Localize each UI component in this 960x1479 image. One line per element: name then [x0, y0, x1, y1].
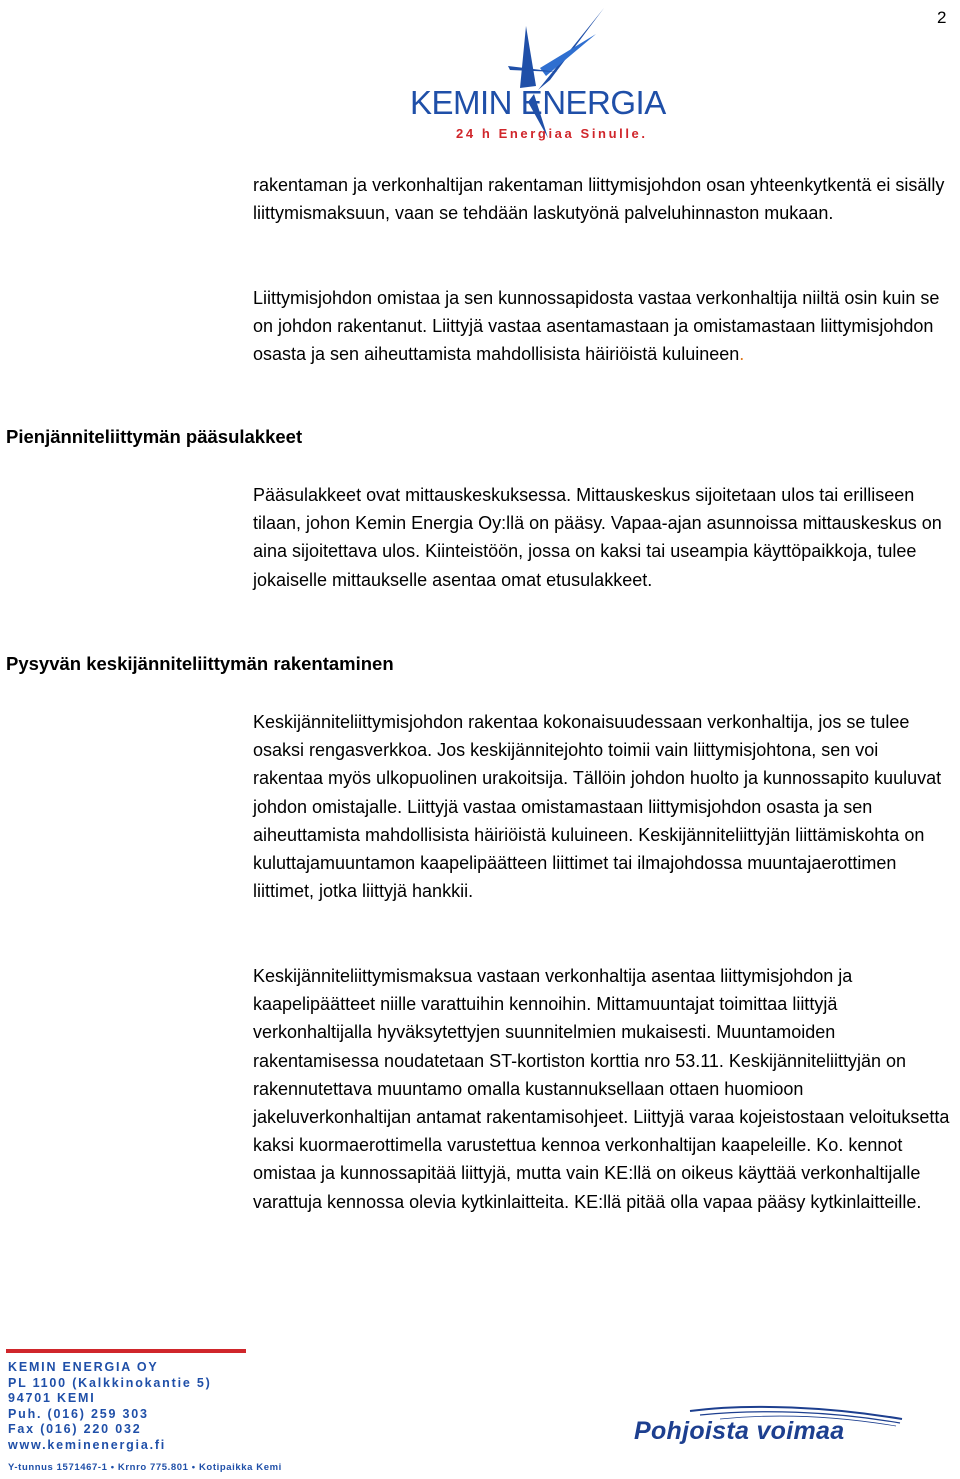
paragraph-2-end: .	[739, 344, 745, 365]
kemin-energia-logo	[408, 6, 688, 146]
pohjoista-voimaa-logo	[630, 1405, 910, 1455]
heading-pysyvan-keskijanniteliittyman-rakentaminen: Pysyvän keskijänniteliittymän rakentaminen	[6, 653, 394, 674]
footer-address-line: 94701 KEMI	[8, 1391, 96, 1405]
paragraph-2-text: Liittymisjohdon omistaa ja sen kunnossapidosta vastaa verkonhaltija niiltä osin kuin se on johdon rakentanut. Liittyjä vastaa asentamastaan ja omistamastaan liittymisjohdon osasta ja sen aiheuttamista mahdollisista häiriöistä kuluineen	[253, 288, 940, 365]
page-number: 2	[937, 8, 947, 27]
paragraph-1: rakentaman ja verkonhaltijan rakentaman liittymisjohdon osan yhteenkytkentä ei sisälly liittymismaksuun, vaan se tehdään laskutyönä palveluhinnaston mukaan.	[253, 175, 945, 224]
paragraph-3: Pääsulakkeet ovat mittauskeskuksessa. Mittauskeskus sijoitetaan ulos tai erilliseen tilaan, johon Kemin Energia Oy:llä on pääsy. Vapaa-ajan asunnoissa mittauskeskus on aina sijoitettava ulos. Kiinteistöön, jossa on kaksi tai useampia käyttöpaikkoja, tulee jokaiselle mittaukselle asentaa omat etusulakkeet.	[253, 485, 942, 590]
footer-address-line: PL 1100 (Kalkkinokantie 5)	[8, 1375, 212, 1390]
logo-tagline: 24 h Energiaa Sinulle.	[456, 126, 648, 141]
footer-address	[8, 1360, 212, 1453]
footer-address-line: KEMIN ENERGIA OY	[8, 1360, 159, 1374]
pohjoista-voimaa-text: Pohjoista voimaa	[634, 1417, 845, 1445]
footer-divider	[6, 1349, 246, 1353]
logo-wordmark: KEMIN ENERGIA	[410, 84, 666, 121]
paragraph-2	[253, 284, 953, 369]
footer-address-line: Fax (016) 220 032	[8, 1422, 142, 1436]
paragraph-4: Keskijänniteliittymisjohdon rakentaa kokonaisuudessaan verkonhaltija, jos se tulee osaksi rengasverkkoa. Jos keskijännitejohto toimii vain liittymisjohtona, sen voi rakentaa myös ulkopuolinen urakoitsija. Tällöin johdon huolto ja kunnossapito kuuluvat johdon omistajalle. Liittyjä vastaa omistamastaan liittymisjohdon osasta ja sen aiheuttamista mahdollisista häiriöistä kuluineen. Keskijänniteliittyjän liittämiskohta on kuluttajamuuntamon kaapelipäätteen liittimet tai ilmajohdossa muuntajaerottimen liittimet, jotka liittyjä hankkii.	[253, 712, 942, 902]
heading-pienjanniteliittyman-paasulakkeet: Pienjänniteliittymän pääsulakkeet	[6, 426, 303, 447]
paragraph-5: Keskijänniteliittymismaksua vastaan verkonhaltija asentaa liittymisjohdon ja kaapelipäätteet niille varattuihin kennoihin. Mittamuuntajat toimittaa liittyjä verkonhaltijalla hyväksytettyjen suunnitelmien mukaisesti. Muuntamoiden rakentamisessa noudatetaan ST-kortiston korttia nro 53.11. Keskijänniteliittyjän on rakennutettava muuntamo omalla kustannuksellaan ottaen huomioon jakeluverkonhaltijan antamat rakentamisohjeet. Liittyjä varaa kojeistostaan veloituksetta kaksi kuormaerottimella varustettua kennoa verkonhaltijan kaapeleille. Ko. kennot omistaa ja kunnossapitää liittyjä, mutta vain KE:llä on oikeus käyttää verkonhaltijalle varattuja kennossa olevia kytkinlaitteita. KE:llä pitää olla vapaa pääsy kytkinlaitteille.	[253, 966, 950, 1212]
footer-address-line: Puh. (016) 259 303	[8, 1406, 149, 1421]
logo-star-mark	[408, 6, 688, 146]
footer-registry: Y-tunnus 1571467-1 • Krnro 775.801 • Kotipaikka Kemi	[8, 1462, 282, 1473]
footer-website: www.keminenergia.fi	[8, 1437, 167, 1452]
